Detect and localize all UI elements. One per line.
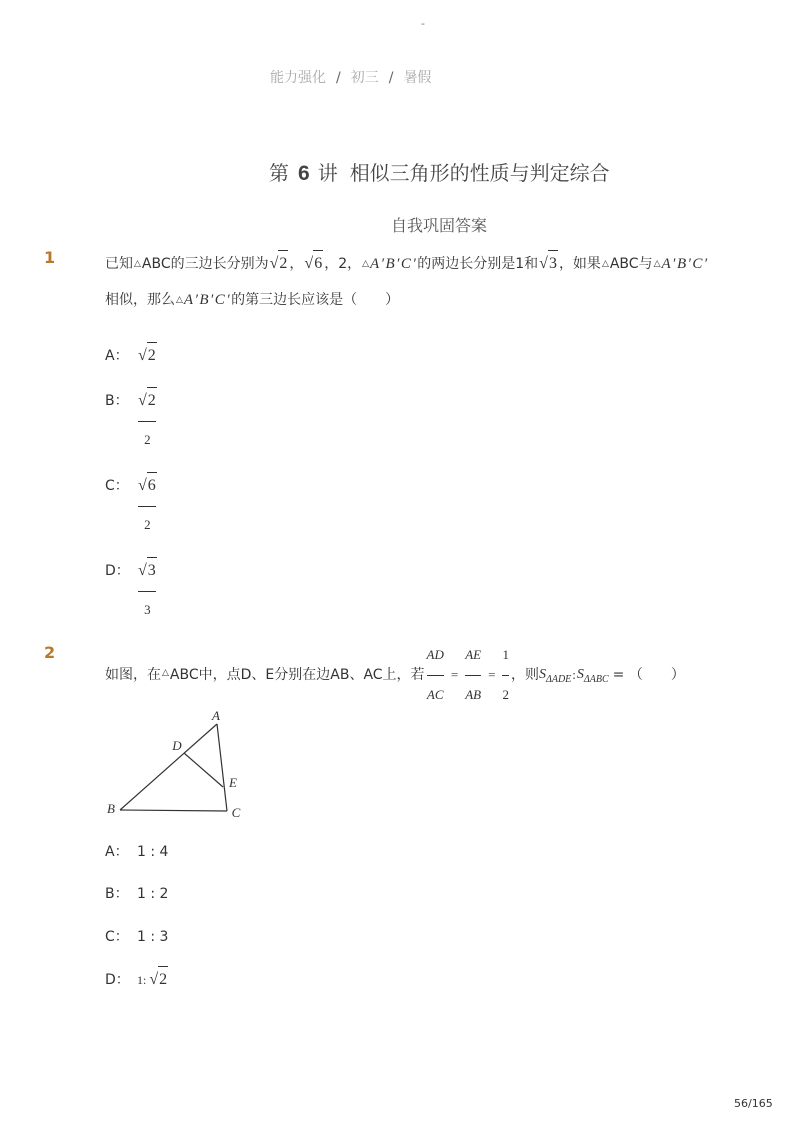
page-number: 56/165 — [734, 1097, 773, 1110]
stem-text: 的两边长分别是1和 — [417, 256, 539, 272]
denominator: 2 — [144, 517, 151, 532]
area-subscript: ΔABC — [583, 673, 609, 685]
denominator: 3 — [144, 602, 151, 617]
stem-text: 已知 — [105, 256, 133, 272]
triangle-name: A′B′C′ — [661, 256, 709, 272]
question-number-2: 2 — [44, 643, 56, 662]
radical-sign: √ — [539, 255, 548, 272]
radicand: 3 — [147, 557, 157, 579]
q2-option-c — [105, 927, 168, 947]
sqrt-expression — [138, 387, 157, 409]
stem-text: ，则 — [510, 667, 539, 683]
q1-stem-line-1 — [105, 250, 709, 276]
vertex-label-c: C — [231, 805, 241, 820]
breadcrumb-separator: / — [336, 70, 341, 86]
fraction — [137, 557, 158, 618]
option-label: B： — [105, 393, 129, 409]
triangle-symbol: △ — [601, 259, 609, 269]
area-symbol: S — [576, 666, 584, 682]
stem-text: ，2， — [324, 256, 362, 272]
triangle-symbol: △ — [362, 259, 370, 269]
answer-blank: = （ ） — [612, 667, 685, 683]
triangle-symbol: △ — [162, 668, 169, 678]
option-label: B： — [105, 886, 129, 902]
stem-text: ABC的三边长分别为 — [141, 256, 269, 272]
option-label: A： — [105, 844, 129, 860]
radical-sign: √ — [138, 562, 147, 579]
q1-option-b — [105, 387, 158, 448]
sqrt-expression — [149, 966, 168, 988]
segment-de — [184, 753, 223, 787]
lesson-number: 6 — [298, 162, 310, 185]
option-label: C： — [105, 929, 129, 945]
option-value: 1: — [137, 973, 147, 987]
area-abc — [577, 665, 609, 686]
sqrt-expression — [304, 250, 323, 272]
sqrt-expression — [138, 557, 157, 579]
q1-option-d — [105, 557, 158, 618]
q1-stem-line-2 — [105, 290, 399, 312]
area-symbol: S — [538, 666, 546, 682]
option-label: D： — [105, 972, 130, 988]
title-prefix: 第 — [269, 161, 289, 185]
stem-text: ABC中，点D、E分别在边AB、AC上，若 — [169, 667, 425, 683]
radicand: 3 — [548, 250, 558, 272]
option-value: 1 : 2 — [137, 886, 169, 902]
stem-text: ， — [289, 256, 304, 272]
area-subscript: ΔADE — [545, 673, 572, 685]
radicand: 2 — [147, 387, 157, 409]
stem-text: ABC与 — [609, 256, 653, 272]
triangle-symbol: △ — [176, 295, 183, 305]
q2-option-a — [105, 842, 168, 862]
equals-sign: = — [450, 667, 459, 682]
sqrt-expression — [138, 342, 157, 364]
radicand: 6 — [147, 472, 157, 494]
fraction-one-half — [502, 647, 509, 703]
breadcrumb-item-term: 暑假 — [403, 70, 432, 86]
breadcrumb-separator: / — [388, 70, 394, 86]
fraction-bar — [138, 506, 156, 507]
fraction-ad-ac — [427, 647, 444, 703]
fraction-bar — [427, 675, 444, 676]
sqrt-expression — [138, 472, 157, 494]
radicand: 2 — [147, 342, 157, 364]
fraction-bar — [138, 421, 156, 422]
denominator: 2 — [144, 432, 151, 447]
denominator: 2 — [502, 687, 509, 702]
fraction — [137, 472, 158, 533]
radical-sign: √ — [138, 347, 147, 364]
stem-text: 如图，在 — [105, 667, 161, 683]
title-text: 相似三角形的性质与判定综合 — [349, 161, 610, 185]
title-suffix: 讲 — [317, 161, 338, 185]
numerator: 1 — [502, 647, 509, 662]
fraction-bar — [465, 675, 481, 676]
radical-sign: √ — [138, 392, 147, 409]
q2-stem — [105, 647, 685, 703]
point-label-d: D — [172, 738, 182, 753]
option-label: A： — [105, 348, 129, 364]
breadcrumb-item-course: 能力强化 — [270, 70, 326, 86]
sqrt-expression — [539, 250, 558, 272]
stem-text: 相似，那么 — [105, 292, 175, 308]
radical-sign: √ — [304, 255, 314, 272]
breadcrumb-item-grade: 初三 — [350, 70, 379, 86]
radical-sign: √ — [149, 971, 159, 988]
q1-option-c — [105, 472, 158, 533]
question-number-1: 1 — [44, 248, 56, 267]
side-bc — [120, 810, 227, 811]
radicand: 2 — [158, 966, 168, 988]
side-ac — [217, 724, 227, 811]
vertex-label-a: A — [212, 708, 220, 723]
radical-sign: √ — [269, 255, 279, 272]
denominator: AC — [426, 687, 444, 702]
vertex-label-b: B — [107, 801, 115, 816]
triangle-figure — [100, 700, 250, 825]
area-ade — [539, 665, 571, 686]
option-value: 1 : 4 — [137, 844, 169, 860]
option-label: D： — [105, 563, 130, 579]
triangle-symbol: △ — [134, 259, 141, 269]
q2-option-b — [105, 884, 168, 904]
fraction-bar — [502, 675, 509, 676]
denominator: AB — [465, 687, 482, 702]
radicand: 2 — [278, 250, 288, 272]
q2-option-d — [105, 966, 169, 990]
stem-text: ，如果 — [558, 256, 601, 272]
stem-text: 的第三边长应该是（ ） — [231, 292, 400, 308]
page-title — [269, 160, 610, 187]
radical-sign: √ — [138, 477, 147, 494]
top-mark: - — [421, 17, 425, 30]
fraction-bar — [138, 591, 156, 592]
ratio-colon: : — [572, 667, 576, 682]
breadcrumb — [270, 69, 431, 87]
radicand: 6 — [313, 250, 323, 272]
option-value: 1 : 3 — [137, 929, 169, 945]
option-label: C： — [105, 478, 129, 494]
triangle-symbol: △ — [653, 259, 661, 269]
numerator: AD — [426, 647, 444, 662]
sqrt-expression — [270, 250, 289, 272]
fraction — [137, 387, 158, 448]
numerator: AE — [465, 647, 482, 662]
point-label-e: E — [229, 775, 237, 790]
equals-sign: = — [488, 667, 496, 682]
q1-option-a — [105, 342, 158, 366]
triangle-name: A′B′C′ — [370, 256, 418, 272]
fraction-ae-ab — [465, 647, 481, 703]
side-ab — [120, 724, 217, 810]
triangle-name: A′B′C′ — [183, 292, 232, 308]
section-subtitle: 自我巩固答案 — [391, 216, 488, 235]
